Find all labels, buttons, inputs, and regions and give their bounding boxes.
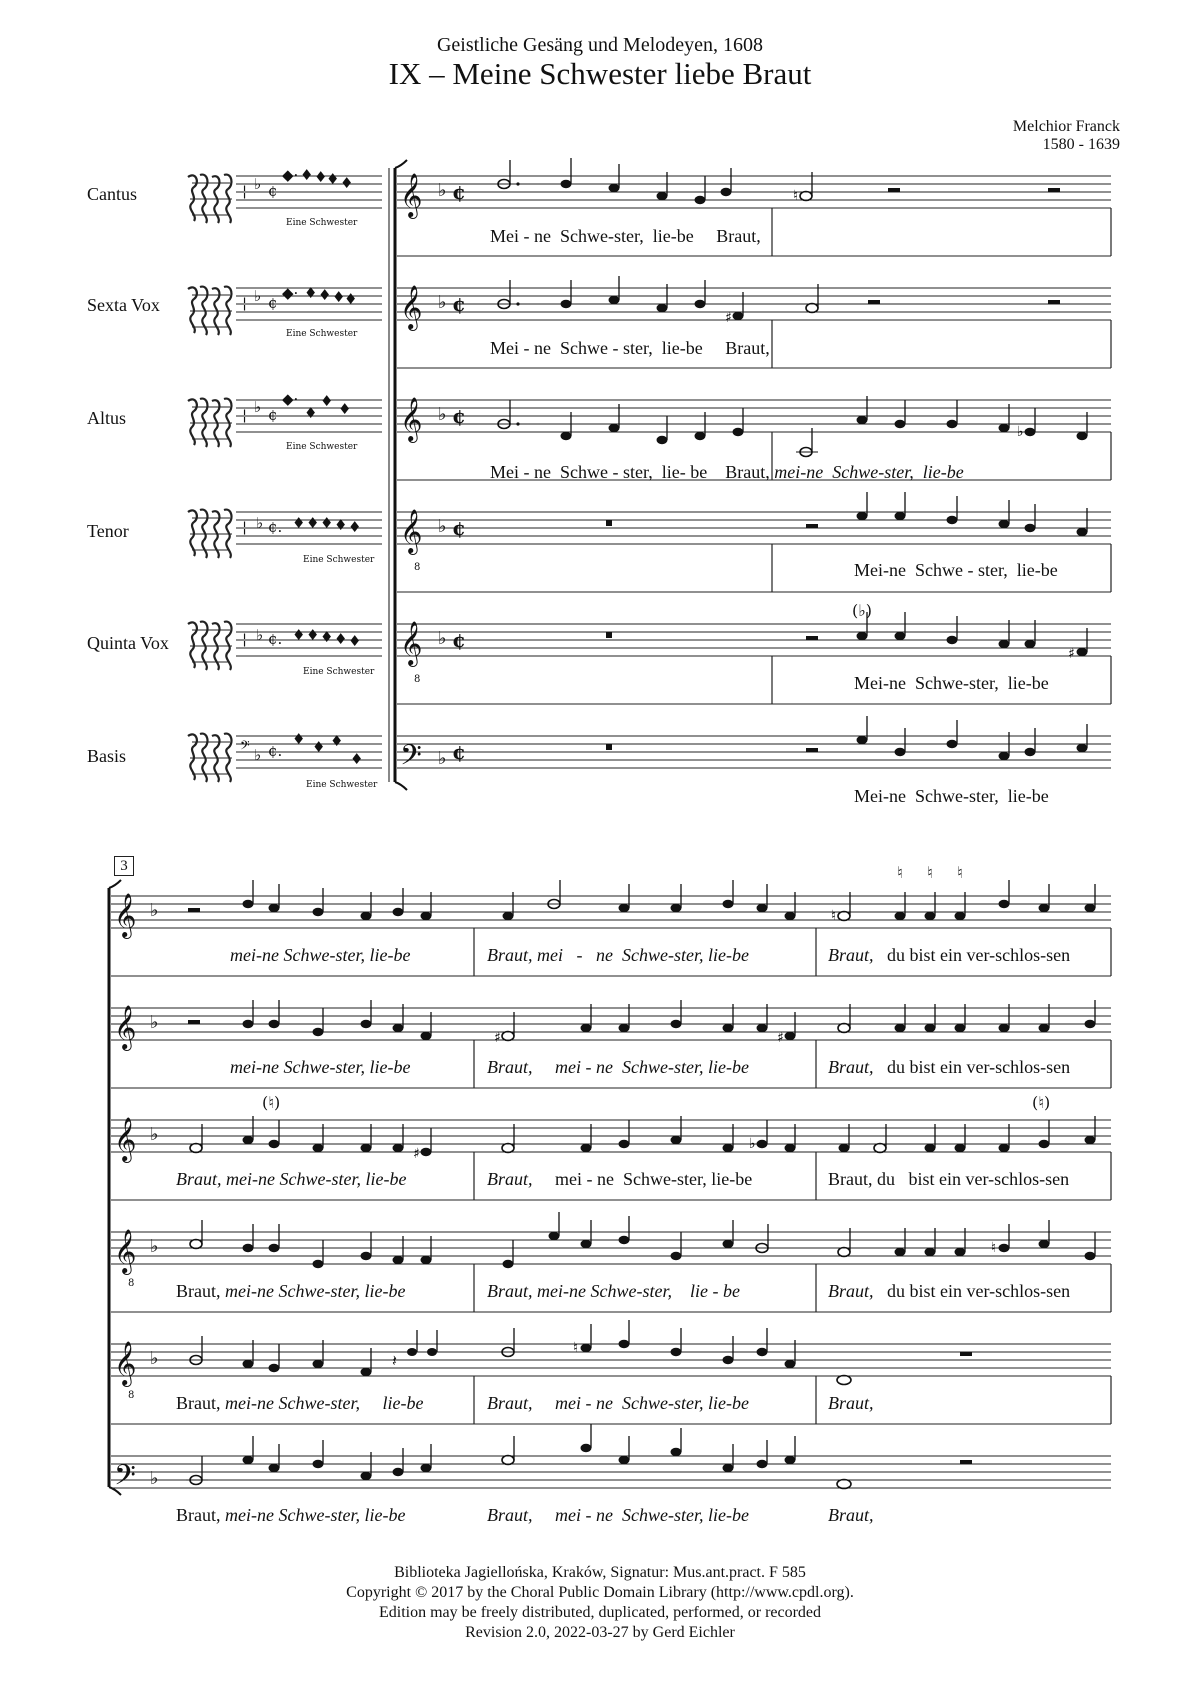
svg-text:𝄞: 𝄞 (400, 621, 423, 665)
lyrics-tenor-2b: Braut, mei-ne Schwe-ster, lie - be (487, 1281, 740, 1301)
svg-text:♦: ♦ (330, 732, 344, 750)
svg-text:♭: ♭ (256, 514, 264, 532)
svg-text:¦: ¦ (242, 406, 248, 424)
svg-text:♦: ♦ (344, 290, 358, 308)
svg-text:♦: ♦ (292, 626, 306, 644)
svg-text:¢.: ¢. (268, 630, 283, 648)
natural-mark-1: ♮ (897, 863, 903, 882)
svg-text:♦: ♦ (306, 626, 320, 644)
svg-text:¢: ¢ (452, 516, 466, 540)
svg-text:¦: ¦ (242, 518, 248, 536)
footer-revision: Revision 2.0, 2022-03-27 by Gerd Eichler (465, 1624, 735, 1641)
voice-label-tenor: Tenor (87, 521, 129, 541)
footer-source: Biblioteka Jagiellońska, Kraków, Signatur: Mus.ant.pract. F 585 (394, 1564, 806, 1581)
svg-text:𝄞: 𝄞 (400, 285, 423, 329)
svg-text:♦: ♦ (292, 514, 306, 532)
svg-text:♦: ♦ (312, 738, 326, 756)
svg-text:♦: ♦ (350, 750, 364, 768)
measure-number: 3 (114, 856, 134, 876)
svg-text:♦: ♦ (300, 166, 314, 184)
svg-text:♦: ♦ (332, 288, 346, 306)
svg-text:♭: ♭ (150, 1236, 159, 1257)
svg-text:♯: ♯ (725, 310, 732, 326)
svg-text:¦: ¦ (242, 182, 248, 200)
svg-text:♭: ♭ (438, 180, 447, 201)
svg-text:♦: ♦ (340, 174, 354, 192)
svg-text:♭: ♭ (749, 1136, 756, 1152)
svg-text:♭: ♭ (438, 628, 447, 649)
lyrics-altus-2: Braut, mei-ne Schwe-ster, lie-be (176, 1169, 407, 1189)
svg-text:¢.: ¢. (268, 742, 283, 760)
svg-text:♦: ♦ (306, 514, 320, 532)
composer-name: Melchior Franck (1012, 118, 1120, 135)
svg-text:♦: ♦ (292, 730, 306, 748)
composer-dates: 1580 - 1639 (1042, 136, 1120, 153)
svg-text:¢: ¢ (452, 180, 466, 204)
lyrics-basis-2: Braut, mei-ne Schwe-ster, lie-be (176, 1505, 406, 1525)
page-title: IX – Meine Schwester liebe Braut (388, 56, 812, 91)
lyrics-altus-2c: Braut, du bist ein ver-schlos-sen (828, 1169, 1070, 1189)
svg-text:♭: ♭ (438, 292, 447, 313)
svg-text:𝄢: 𝄢 (114, 1459, 136, 1499)
svg-text:♭: ♭ (150, 1012, 159, 1033)
svg-text:♦: ♦ (304, 284, 318, 302)
svg-text:𝄞: 𝄞 (400, 509, 423, 553)
svg-text:¢: ¢ (268, 294, 278, 312)
svg-text:𝄽: 𝄽 (392, 1351, 397, 1370)
incipit-staves (236, 176, 382, 768)
svg-text:♦: ♦ (318, 286, 332, 304)
lyrics-altus-2b: Braut, mei - ne Schwe-ster, lie-be (487, 1169, 753, 1189)
svg-text:¢: ¢ (268, 406, 278, 424)
svg-text:♦: ♦ (320, 392, 334, 410)
incipit-text-tenor: Eine Schwester (303, 555, 375, 565)
svg-text:♯: ♯ (777, 1030, 784, 1046)
voice-label-cantus: Cantus (87, 184, 138, 204)
incipit-text-quinta: Eine Schwester (303, 667, 375, 677)
svg-text:𝄞: 𝄞 (114, 1229, 137, 1273)
svg-text:𝄢: 𝄢 (240, 738, 250, 756)
lyrics-sexta-2b: Braut, mei - ne Schwe-ster, lie-be (487, 1057, 749, 1077)
lyrics-cantus-2b: Braut, mei - ne Schwe-ster, lie-be (487, 945, 749, 965)
subtitle: Geistliche Gesäng und Melodeyen, 1608 (436, 34, 764, 56)
svg-text:𝄞: 𝄞 (400, 397, 423, 441)
svg-text:♦: ♦ (334, 516, 348, 534)
lyrics-basis-2c: Braut, (828, 1505, 874, 1525)
editorial-natural-1: (♮) (262, 1093, 281, 1112)
svg-text:♦: ♦ (338, 400, 352, 418)
incipit-text-altus: Eine Schwester (286, 442, 358, 452)
svg-text:♮: ♮ (831, 908, 837, 924)
lyrics-quinta-2c: Braut, (828, 1393, 874, 1413)
voice-label-quinta-vox: Quinta Vox (87, 633, 169, 653)
svg-text:◆·: ◆· (282, 284, 299, 302)
lyrics-basis-2b: Braut, mei - ne Schwe-ster, lie-be (487, 1505, 749, 1525)
svg-text:𝄞: 𝄞 (114, 1117, 137, 1161)
editorial-natural-2: (♮) (1032, 1093, 1051, 1112)
svg-text:♦: ♦ (348, 632, 362, 650)
lyrics-sexta-2c: Braut, du bist ein ver-schlos-sen (828, 1057, 1071, 1077)
svg-text:8: 8 (414, 674, 421, 685)
svg-text:♭: ♭ (254, 746, 262, 764)
lyrics-sexta-2: mei-ne Schwe-ster, lie-be (230, 1057, 411, 1077)
svg-text:8: 8 (128, 1278, 135, 1289)
footer-license: Edition may be freely distributed, duplicated, performed, or recorded (378, 1604, 822, 1621)
natural-mark-2: ♮ (927, 863, 933, 882)
svg-text:¢: ¢ (452, 740, 466, 764)
svg-text:♭: ♭ (150, 1468, 159, 1489)
svg-text:♮: ♮ (573, 1340, 579, 1356)
svg-text:♦: ♦ (334, 630, 348, 648)
lyrics-cantus-2c: Braut, du bist ein ver-schlos-sen (828, 945, 1071, 965)
svg-text:𝄢: 𝄢 (400, 739, 422, 779)
svg-text:8: 8 (128, 1390, 135, 1401)
svg-text:♭: ♭ (438, 516, 447, 537)
svg-text:♯: ♯ (413, 1146, 420, 1162)
lyrics-basis-1: Mei-ne Schwe-ster, lie-be (854, 786, 1049, 806)
svg-text:𝄞: 𝄞 (114, 893, 137, 937)
svg-text:♭: ♭ (150, 1348, 159, 1369)
svg-text:♭: ♭ (254, 398, 262, 416)
lyrics-tenor-1: Mei-ne Schwe - ster, lie-be (854, 560, 1058, 580)
lyrics-tenor-2: Braut, mei-ne Schwe-ster, lie-be (176, 1281, 406, 1301)
svg-text:♭: ♭ (150, 900, 159, 921)
incipit-text-sexta: Eine Schwester (286, 329, 358, 339)
svg-text:¦: ¦ (242, 630, 248, 648)
svg-text:♦: ♦ (326, 170, 340, 188)
svg-text:♭: ♭ (438, 404, 447, 425)
svg-text:¦: ¦ (242, 294, 248, 312)
svg-text:♦: ♦ (320, 514, 334, 532)
svg-text:♦: ♦ (314, 168, 328, 186)
svg-text:◆·: ◆· (282, 166, 299, 184)
voice-label-sexta-vox: Sexta Vox (87, 295, 160, 315)
incipit-text-cantus: Eine Schwester (286, 218, 358, 228)
lyrics-cantus-1: Mei - ne Schwe-ster, lie-be Braut, (490, 226, 761, 246)
lyrics-quinta-1: Mei-ne Schwe-ster, lie-be (854, 673, 1049, 693)
svg-text:♦: ♦ (320, 628, 334, 646)
svg-text:𝄞: 𝄞 (114, 1341, 137, 1385)
lyrics-quinta-2: Braut, mei-ne Schwe-ster, lie-be (176, 1393, 424, 1413)
editorial-flat: (♭) (852, 601, 873, 620)
svg-text:𝄞: 𝄞 (400, 173, 423, 217)
svg-text:♭: ♭ (1017, 424, 1024, 440)
svg-text:♭: ♭ (438, 748, 447, 769)
footer-copyright: Copyright © 2017 by the Choral Public Domain Library (http://www.cpdl.org). (346, 1584, 854, 1601)
svg-text:♯: ♯ (1068, 646, 1075, 662)
voice-label-altus: Altus (87, 408, 127, 428)
svg-text:♮: ♮ (793, 188, 799, 204)
lyrics-quinta-2b: Braut, mei - ne Schwe-ster, lie-be (487, 1393, 749, 1413)
svg-text:♭: ♭ (150, 1124, 159, 1145)
svg-text:♦: ♦ (304, 404, 318, 422)
svg-text:♦: ♦ (348, 518, 362, 536)
svg-text:♭: ♭ (254, 175, 262, 193)
voice-label-basis: Basis (87, 746, 127, 766)
lyrics-altus-1: Mei - ne Schwe - ster, lie- be Braut, mei-ne Schwe-ster, lie-be (490, 462, 964, 482)
svg-text:♮: ♮ (991, 1240, 997, 1256)
svg-text:¢: ¢ (268, 182, 278, 200)
svg-text:♭: ♭ (256, 626, 264, 644)
svg-text:8: 8 (414, 562, 421, 573)
svg-text:◆·: ◆· (282, 390, 299, 408)
lyrics-sexta-1: Mei - ne Schwe - ster, lie-be Braut, (490, 338, 770, 358)
lyrics-cantus-2: mei-ne Schwe-ster, lie-be (230, 945, 411, 965)
natural-mark-3: ♮ (957, 863, 963, 882)
incipit-text-basis: Eine Schwester (306, 780, 378, 790)
svg-text:♯: ♯ (494, 1030, 501, 1046)
svg-text:¢: ¢ (452, 628, 466, 652)
svg-text:𝄞: 𝄞 (114, 1005, 137, 1049)
svg-text:¢.: ¢. (268, 518, 283, 536)
footer (0, 1563, 1200, 1643)
lyrics-tenor-2c: Braut, du bist ein ver-schlos-sen (828, 1281, 1071, 1301)
svg-text:¢: ¢ (452, 404, 466, 428)
system1-notes (498, 158, 1088, 760)
svg-text:¢: ¢ (452, 292, 466, 316)
svg-text:♭: ♭ (254, 287, 262, 305)
